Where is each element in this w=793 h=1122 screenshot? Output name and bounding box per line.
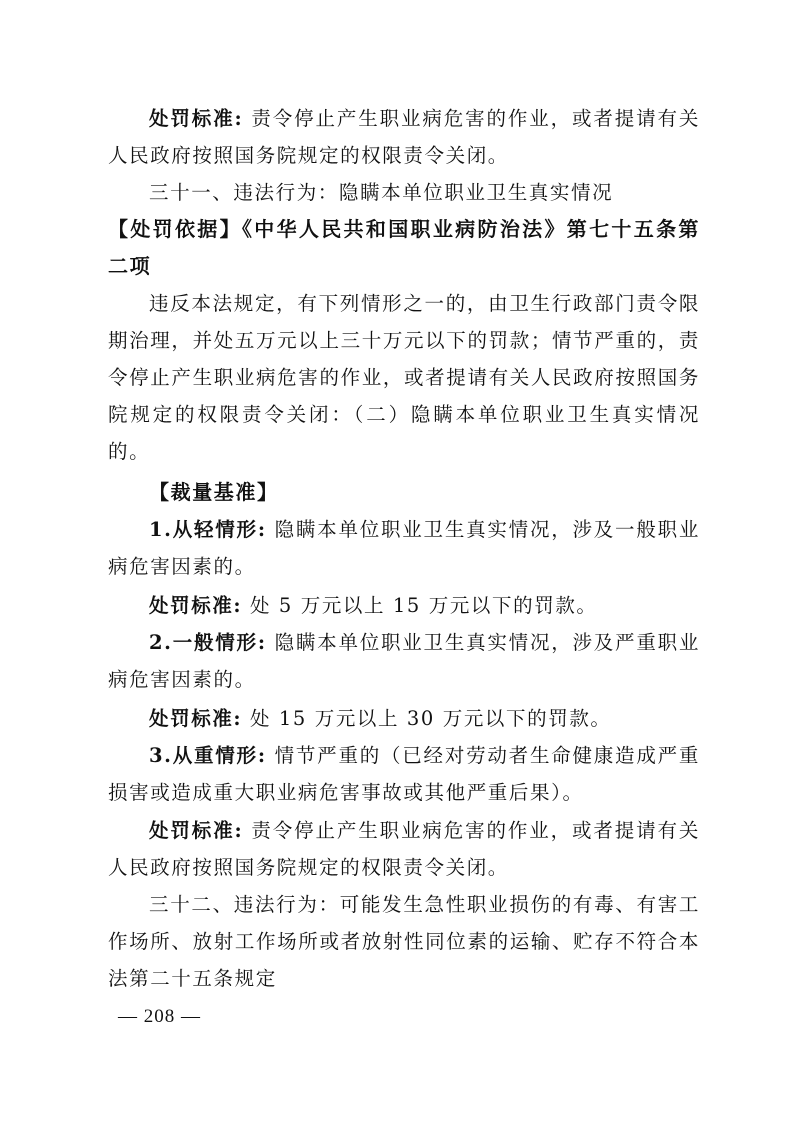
severe-penalty-paragraph bbox=[108, 812, 700, 886]
general-case-text: 隐瞒本单位职业卫生真实情况，涉及严重职业病危害因素的。 bbox=[108, 631, 700, 691]
penalty-standard-text: 责令停止产生职业病危害的作业，或者提请有关人民政府按照国务院规定的权限责令关闭。 bbox=[108, 107, 700, 167]
general-case-label: 2.一般情形: bbox=[149, 631, 267, 654]
severe-case-text: 情节严重的（已经对劳动者生命健康造成严重损害或造成重大职业病危害事故或其他严重后果）。 bbox=[108, 744, 700, 804]
violation-31-title: 三十一、违法行为：隐瞒本单位职业卫生真实情况 bbox=[149, 181, 614, 204]
discretion-standard-heading: 【裁量基准】 bbox=[149, 480, 279, 504]
penalty-standard-paragraph bbox=[108, 100, 700, 174]
violation-32-title: 三十二、违法行为：可能发生急性职业损伤的有毒、有害工作场所、放射工作场所或者放射性同位素的运输、贮存不符合本法第二十五条规定 bbox=[108, 893, 700, 990]
lenient-case-paragraph bbox=[108, 511, 700, 585]
severe-case-paragraph bbox=[108, 737, 700, 811]
general-penalty-label: 处罚标准: bbox=[149, 707, 243, 730]
lenient-penalty-paragraph bbox=[108, 587, 700, 624]
lenient-case-text: 隐瞒本单位职业卫生真实情况，涉及一般职业病危害因素的。 bbox=[108, 518, 700, 578]
penalty-basis-heading: 【处罚依据】《中华人民共和国职业病防治法》第七十五条第二项 bbox=[108, 217, 700, 278]
lenient-case-label: 1.从轻情形: bbox=[149, 518, 267, 541]
general-penalty-text: 处 15 万元以上 30 万元以下的罚款。 bbox=[250, 707, 612, 730]
lenient-penalty-text: 处 5 万元以上 15 万元以下的罚款。 bbox=[250, 594, 598, 617]
law-provision-text: 违反本法规定，有下列情形之一的，由卫生行政部门责令限期治理，并处五万元以上三十万元以下的罚款；情节严重的，责令停止产生职业病危害的作业，或者提请有关人民政府按照国务院规定的权限责令关闭：（二）隐瞒本单位职业卫生真实情况的。 bbox=[108, 292, 700, 463]
penalty-standard-label: 处罚标准: bbox=[149, 107, 244, 130]
lenient-penalty-label: 处罚标准: bbox=[149, 594, 243, 617]
general-penalty-paragraph bbox=[108, 700, 700, 737]
severe-case-label: 3.从重情形: bbox=[149, 744, 267, 767]
severe-penalty-label: 处罚标准: bbox=[149, 819, 244, 842]
severe-penalty-text: 责令停止产生职业病危害的作业，或者提请有关人民政府按照国务院规定的权限责令关闭。 bbox=[108, 819, 700, 879]
page-number: — 208 — bbox=[118, 1006, 201, 1027]
general-case-paragraph bbox=[108, 624, 700, 698]
